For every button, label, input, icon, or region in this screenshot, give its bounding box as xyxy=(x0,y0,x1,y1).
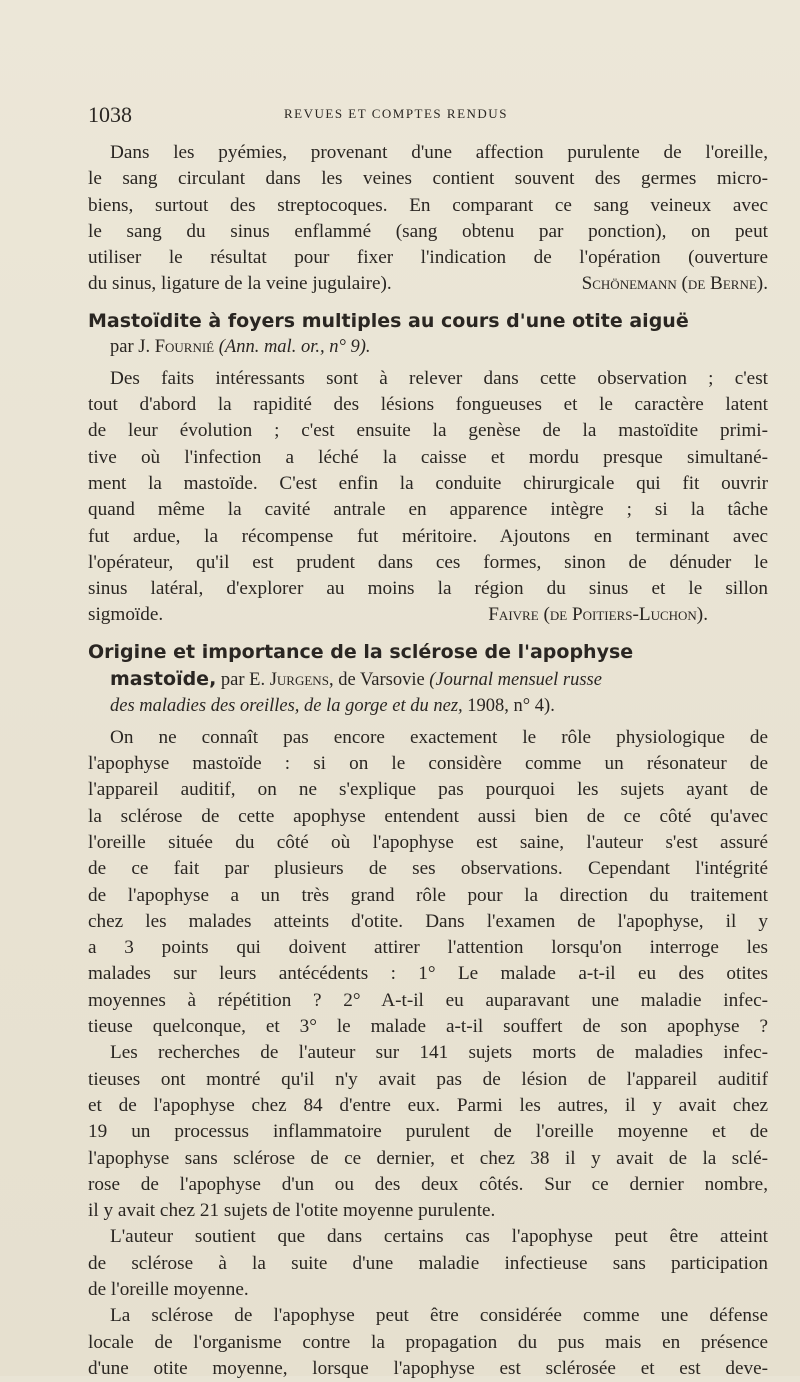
author-signature: Schönemann (de Berne). xyxy=(581,273,768,295)
text-line: rose de l'apophyse d'un ou des deux côtés. Sur ce dernier nombre, xyxy=(88,1173,768,1195)
text-line: Des faits intéressants sont à relever dans cette observation ; c'est xyxy=(110,367,768,389)
text-line: utiliser le résultat pour fixer l'indication de l'opération (ouverture xyxy=(88,247,768,269)
byline-prefix: par E. xyxy=(216,669,266,690)
text-line: L'auteur soutient que dans certains cas l'apophyse peut être atteint xyxy=(110,1226,768,1248)
text-line: de l'apophyse a un très grand rôle pour la direction du traitement xyxy=(88,884,768,906)
text-line: la sclérose de cette apophyse entendent aussi bien de ce côté qu'avec xyxy=(88,805,768,827)
text-line: le sang du sinus enflammé (sang obtenu par ponction), on peut xyxy=(88,220,768,242)
article-byline xyxy=(88,335,768,360)
byline-location: , de Varsovie xyxy=(328,669,430,690)
text-line: moyennes à répétition ? 2° A-t-il eu auparavant une maladie infec- xyxy=(88,989,768,1011)
running-title: REVUES ET COMPTES RENDUS xyxy=(284,106,508,121)
text-line: l'oreille située du côté où l'apophyse est saine, l'auteur s'est assuré xyxy=(88,831,768,853)
text-line: tieuse quelconque, et 3° le malade a-t-il souffert de son apophyse ? xyxy=(88,1016,768,1038)
text-line: ment la mastoïde. C'est enfin la conduite chirurgicale qui fit ouvrir xyxy=(88,472,768,494)
text-line: chez les malades atteints d'otite. Dans l'examen de l'apophyse, il y xyxy=(88,910,768,932)
text-line: quand même la cavité antrale en apparence intègre ; si la tâche xyxy=(88,499,768,521)
text-line: On ne connaît pas encore exactement le rôle physiologique de xyxy=(110,726,768,748)
text-line: de ce fait par plusieurs de ses observations. Cependant l'intégrité xyxy=(88,858,768,880)
text-line: tieuses ont montré qu'il n'y avait pas de lésion de l'appareil auditif xyxy=(88,1068,768,1090)
article-sclerose xyxy=(88,639,768,1382)
text-line-end: du sinus, ligature de la veine jugulaire). xyxy=(88,273,392,295)
byline-source: (Journal mensuel russe xyxy=(429,669,602,690)
text-line: l'apophyse mastoïde : si on le considère comme un résonateur de xyxy=(88,753,768,775)
intro-paragraph xyxy=(88,140,768,298)
article-mastoidite xyxy=(88,308,768,629)
text-line: La sclérose de l'apophyse peut être considérée comme une défense xyxy=(110,1305,768,1327)
text-line: l'appareil auditif, on ne s'explique pas pourquoi les sujets ayant de xyxy=(88,779,768,801)
page-header xyxy=(88,100,768,130)
byline-author: Fournié xyxy=(154,336,215,357)
article-byline-continued xyxy=(88,694,768,719)
byline-author: Jurgens xyxy=(269,669,329,690)
article-title: Mastoïdite à foyers multiples au cours d'une otite aiguë xyxy=(88,309,689,332)
text-line-with-signature xyxy=(88,271,768,297)
text-line: d'une otite moyenne, lorsque l'apophyse est sclérosée et est deve- xyxy=(88,1357,768,1379)
text-line: biens, surtout des streptocoques. En comparant ce sang veineux avec xyxy=(88,194,768,216)
text-line: Les recherches de l'auteur sur 141 sujets morts de maladies infec- xyxy=(110,1042,768,1064)
text-line: sinus latéral, d'explorer au moins la région du sinus et le sillon xyxy=(88,578,768,600)
text-line: locale de l'organisme contre la propagation du pus mais en présence xyxy=(88,1331,768,1353)
text-line: de sclérose à la suite d'une maladie infectieuse sans participation xyxy=(88,1252,768,1274)
text-line: et de l'apophyse chez 84 d'entre eux. Parmi les autres, il y avait chez xyxy=(88,1094,768,1116)
page-number: 1038 xyxy=(88,102,132,127)
article-title-continued: mastoïde, xyxy=(110,667,217,690)
article-byline xyxy=(88,666,768,694)
page-content xyxy=(88,140,768,1382)
text-line: fut ardue, la récompense fut méritoire. Ajoutons en terminant avec xyxy=(88,525,768,547)
text-line: de l'oreille moyenne. xyxy=(88,1278,249,1300)
byline-issue: 1908, n° 4). xyxy=(462,695,555,716)
article-title: Origine et importance de la sclérose de l'apophyse xyxy=(88,640,634,663)
byline-prefix: par J. xyxy=(110,336,151,357)
text-line: il y avait chez 21 sujets de l'otite moyenne purulente. xyxy=(88,1200,496,1222)
text-line: l'apophyse sans sclérose de ce dernier, et chez 38 il y avait de la sclé- xyxy=(88,1147,768,1169)
text-line: tout d'abord la rapidité des lésions fongueuses et le caractère latent xyxy=(88,394,768,416)
text-line-end: sigmoïde. xyxy=(88,604,164,626)
text-line: a 3 points qui doivent attirer l'attention lorsqu'on interroge les xyxy=(88,937,768,959)
text-line: Dans les pyémies, provenant d'une affection purulente de l'oreille, xyxy=(110,142,768,163)
text-line-with-signature xyxy=(88,602,768,628)
author-signature: Faivre (de Poitiers-Luchon). xyxy=(488,604,708,626)
text-line: l'opérateur, qu'il est prudent dans ces formes, sinon de dénuder le xyxy=(88,551,768,573)
text-line: de leur évolution ; c'est ensuite la genèse de la mastoïdite primi- xyxy=(88,420,768,442)
text-line: malades sur leurs antécédents : 1° Le malade a-t-il eu des otites xyxy=(88,963,768,985)
text-line: tive où l'infection a léché la caisse et mordu presque simultané- xyxy=(88,446,768,468)
text-line: le sang circulant dans les veines contient souvent des germes micro- xyxy=(88,168,768,190)
byline-source-continued: des maladies des oreilles, de la gorge et du nez, xyxy=(110,695,463,716)
text-line: 19 un processus inflammatoire purulent de l'oreille moyenne et de xyxy=(88,1121,768,1143)
byline-source: (Ann. mal. or., n° 9). xyxy=(218,336,371,357)
